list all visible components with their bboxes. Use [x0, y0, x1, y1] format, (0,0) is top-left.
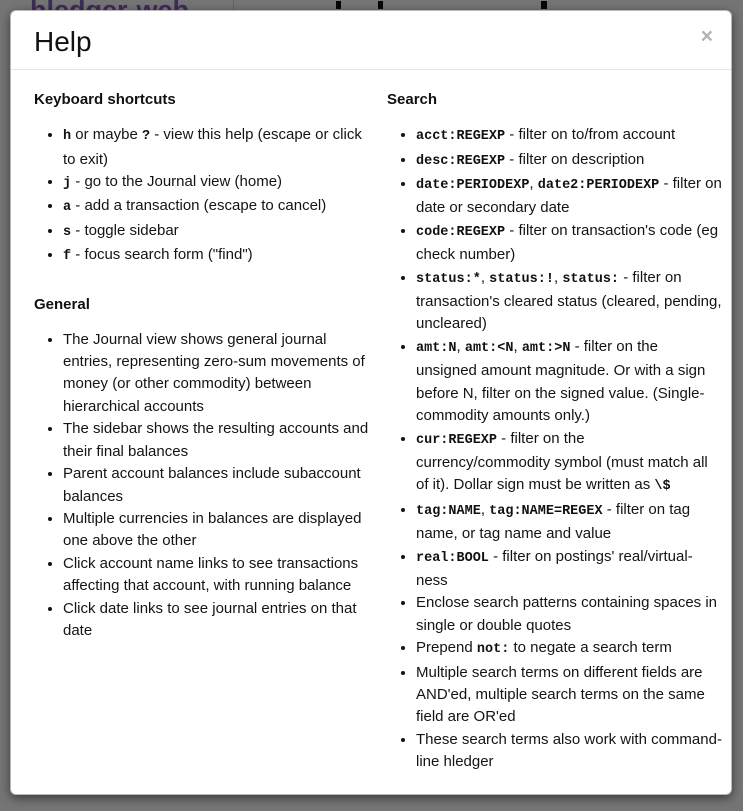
list-item: [63, 598, 369, 643]
code-term: status:*: [416, 271, 481, 287]
text-run: - filter on the unsigned amount magnitude. Or with a sign before N, filter on the signed value. (Single-commodity amounts only.): [416, 337, 706, 425]
modal-body: [11, 70, 731, 795]
list-item: [416, 428, 722, 499]
text-run: Prepend: [416, 639, 477, 657]
modal-title: Help: [34, 26, 92, 57]
list-item: [63, 244, 369, 268]
list-item: [63, 195, 369, 219]
list-item: [416, 220, 722, 267]
code-term: acct:REGEXP: [416, 129, 506, 145]
section-heading: Keyboard shortcuts: [34, 91, 176, 109]
list-item: [63, 418, 369, 463]
text-run: The sidebar shows the resulting accounts and their final balances: [63, 420, 369, 460]
code-term: date2:PERIODEXP: [537, 178, 660, 194]
code-term: amt:<N: [464, 340, 514, 356]
list-item: [416, 173, 722, 220]
code-term: amt:>N: [521, 340, 571, 356]
text-run: - go to the Journal view (home): [71, 173, 283, 191]
list-item: [416, 124, 722, 148]
text-run: ,: [456, 337, 465, 355]
text-run: ,: [529, 175, 538, 193]
list-item: [416, 546, 722, 593]
text-run: ,: [553, 268, 563, 286]
close-icon[interactable]: ×: [700, 25, 713, 48]
text-run: Enclose search patterns containing spaces in single or double quotes: [416, 594, 718, 634]
list-item: [416, 499, 722, 546]
text-run: - view this help (escape or click to exit): [63, 126, 362, 168]
code-term: code:REGEXP: [416, 224, 506, 240]
bullet-list: [34, 329, 369, 643]
code-term: \$: [654, 479, 671, 495]
list-item: [416, 637, 722, 661]
list-item: [416, 662, 722, 729]
code-term: tag:NAME: [416, 503, 481, 519]
help-column-right: [387, 91, 722, 773]
text-run: Multiple search terms on different fields are AND'ed, multiple search terms on the same field are OR'ed: [416, 663, 705, 726]
text-run: - filter on postings' real/virtual-ness: [416, 547, 693, 589]
text-run: - filter on tag name, or tag name and value: [416, 500, 691, 543]
code-term: amt:N: [416, 340, 457, 356]
code-term: status:!: [489, 271, 554, 287]
code-term: date:PERIODEXP: [416, 178, 530, 194]
list-item: [416, 729, 722, 774]
list-item: [63, 220, 369, 244]
list-item: [416, 267, 722, 336]
code-term: ?: [141, 129, 151, 145]
text-run: Click date links to see journal entries on that date: [63, 599, 357, 639]
text-run: ,: [513, 337, 522, 355]
list-item: [63, 171, 369, 195]
help-column-left: [34, 91, 369, 773]
help-modal: [10, 10, 732, 795]
list-item: [416, 336, 722, 428]
code-term: j: [63, 176, 72, 192]
code-term: tag:NAME=REGEX: [489, 503, 603, 519]
bullet-list: [387, 124, 722, 773]
text-run: - filter on date or secondary date: [416, 175, 722, 217]
text-run: to negate a search term: [509, 639, 672, 657]
code-term: h: [63, 129, 72, 145]
list-item: [63, 553, 369, 598]
text-run: - filter on to/from account: [505, 126, 676, 144]
list-item: [63, 508, 369, 553]
text-run: - add a transaction (escape to cancel): [71, 197, 327, 215]
section-heading: General: [34, 295, 90, 313]
code-term: s: [63, 224, 72, 240]
text-run: - filter on transaction's cleared status (cleared, pending, uncleared): [416, 268, 722, 333]
text-run: These search terms also work with command-line hledger: [416, 730, 722, 771]
list-item: [63, 124, 369, 171]
text-run: - focus search form ("find"): [71, 246, 253, 264]
code-term: a: [63, 200, 72, 216]
list-item: [63, 463, 369, 508]
section-heading: Search: [387, 91, 438, 109]
code-term: desc:REGEXP: [416, 153, 506, 169]
text-run: The Journal view shows general journal entries, representing zero-sum movements of money (or other commodity) between hierarchical accounts: [63, 330, 365, 415]
modal-header: [11, 11, 731, 70]
text-run: - toggle sidebar: [71, 221, 179, 239]
text-run: Multiple currencies in balances are displayed one above the other: [63, 509, 362, 550]
text-run: - filter on the currency/commodity symbol (must match all of it). Dollar sign must be written as: [416, 429, 708, 494]
text-run: - filter on description: [505, 150, 645, 168]
bullet-list: [34, 124, 369, 268]
code-term: f: [63, 249, 72, 265]
text-run: Click account name links to see transactions affecting that account, with running balance: [63, 554, 359, 595]
text-run: - filter on transaction's code (eg check number): [416, 221, 719, 264]
text-run: ,: [480, 500, 490, 518]
code-term: not:: [476, 642, 510, 658]
list-item: [416, 149, 722, 173]
text-run: or maybe: [71, 126, 142, 144]
list-item: [63, 329, 369, 419]
code-term: real:BOOL: [416, 550, 489, 566]
text-run: ,: [480, 268, 490, 286]
code-term: cur:REGEXP: [416, 432, 498, 448]
text-run: Parent account balances include subaccount balances: [63, 465, 361, 505]
code-term: status:: [562, 271, 620, 287]
list-item: [416, 592, 722, 637]
